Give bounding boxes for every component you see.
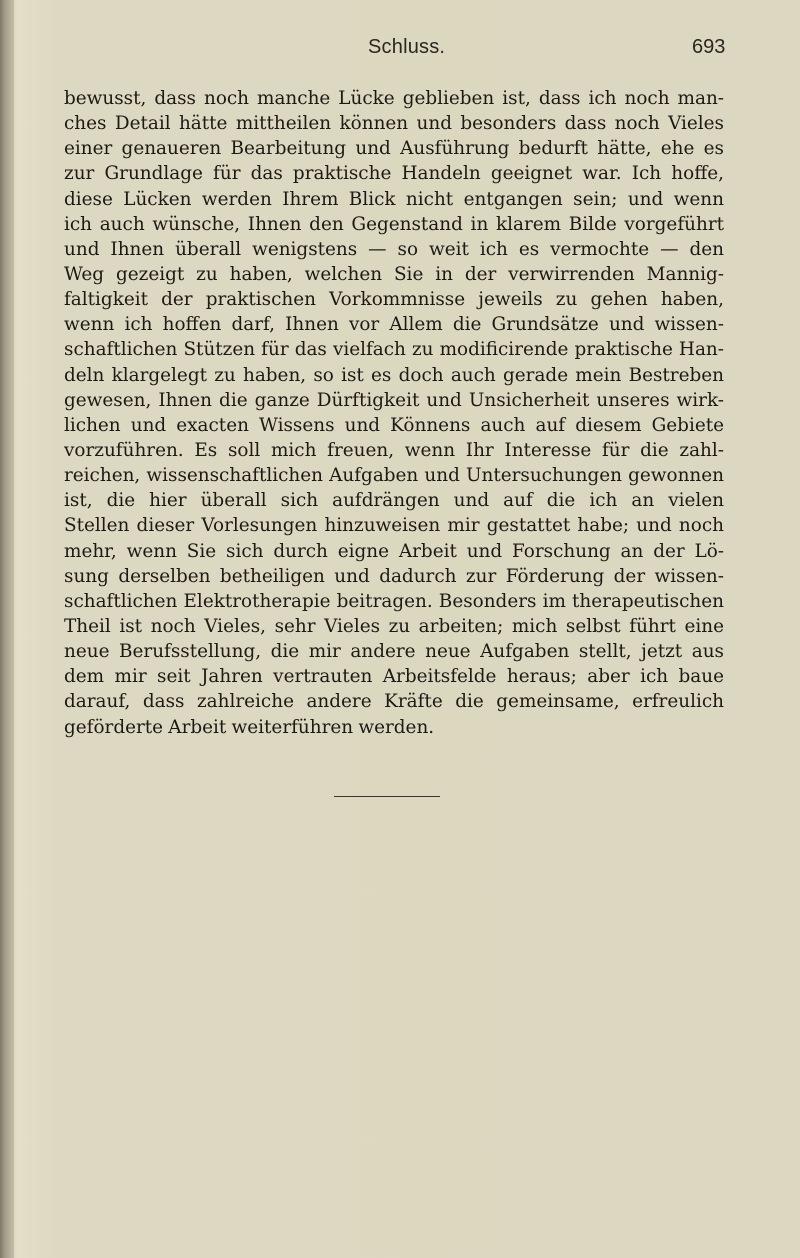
text-line: sung derselben betheiligen und dadurch zur Förderung der wissen-	[64, 565, 724, 587]
text-line: ist, die hier überall sich aufdrängen und auf die ich an vielen	[64, 490, 724, 512]
body-text	[64, 86, 724, 740]
text-line: ches Detail hätte mittheilen können und besonders dass noch Vieles	[64, 113, 724, 135]
text-line: ich auch wünsche, Ihnen den Gegenstand in klarem Bilde vorgeführt	[64, 213, 724, 235]
text-line: Weg gezeigt zu haben, welchen Sie in der verwirrenden Mannig-	[64, 263, 724, 285]
binding-edge	[0, 0, 14, 1258]
text-line: schaftlichen Stützen für das vielfach zu modificirende praktische Han-	[64, 339, 724, 361]
text-line: lichen und exacten Wissens und Könnens auch auf diesem Gebiete	[64, 414, 724, 436]
text-line: Theil ist noch Vieles, sehr Vieles zu arbeiten; mich selbst führt eine	[64, 615, 724, 637]
running-title: Schluss.	[368, 36, 446, 58]
text-line: faltigkeit der praktischen Vorkommnisse jeweils zu gehen haben,	[64, 289, 724, 311]
text-line: mehr, wenn Sie sich durch eigne Arbeit und Forschung an der Lö-	[64, 540, 724, 562]
text-line: zur Grundlage für das praktische Handeln geeignet war. Ich hoffe,	[64, 163, 724, 185]
text-line: deln klargelegt zu haben, so ist es doch auch gerade mein Bestreben	[64, 364, 724, 386]
page-number: 693	[692, 36, 726, 58]
text-line: geförderte Arbeit weiterführen werden.	[64, 716, 435, 738]
text-line: wenn ich hoffen darf, Ihnen vor Allem die Grundsätze und wissen-	[64, 314, 724, 336]
running-head	[0, 36, 800, 66]
text-line: und Ihnen überall wenigstens — so weit ich es vermochte — den	[64, 238, 724, 260]
end-rule	[334, 796, 440, 797]
text-line: dem mir seit Jahren vertrauten Arbeitsfelde heraus; aber ich baue	[64, 666, 724, 688]
text-line: darauf, dass zahlreiche andere Kräfte die gemeinsame, erfreulich	[64, 691, 724, 713]
text-line: Stellen dieser Vorlesungen hinzuweisen mir gestattet habe; und noch	[64, 515, 724, 537]
text-line: bewusst, dass noch manche Lücke geblieben ist, dass ich noch man-	[64, 88, 724, 109]
text-line: einer genaueren Bearbeitung und Ausführung bedurft hätte, ehe es	[64, 138, 724, 160]
text-line: gewesen, Ihnen die ganze Dürftigkeit und Unsicherheit unseres wirk-	[64, 389, 724, 411]
text-line: diese Lücken werden Ihrem Blick nicht entgangen sein; und wenn	[64, 188, 724, 210]
text-line: schaftlichen Elektrotherapie beitragen. Besonders im therapeutischen	[64, 590, 724, 612]
text-line: neue Berufsstellung, die mir andere neue Aufgaben stellt, jetzt aus	[64, 641, 724, 663]
text-line: vorzuführen. Es soll mich freuen, wenn Ihr Interesse für die zahl-	[64, 439, 724, 461]
text-line: reichen, wissenschaftlichen Aufgaben und Untersuchungen gewonnen	[64, 465, 724, 487]
